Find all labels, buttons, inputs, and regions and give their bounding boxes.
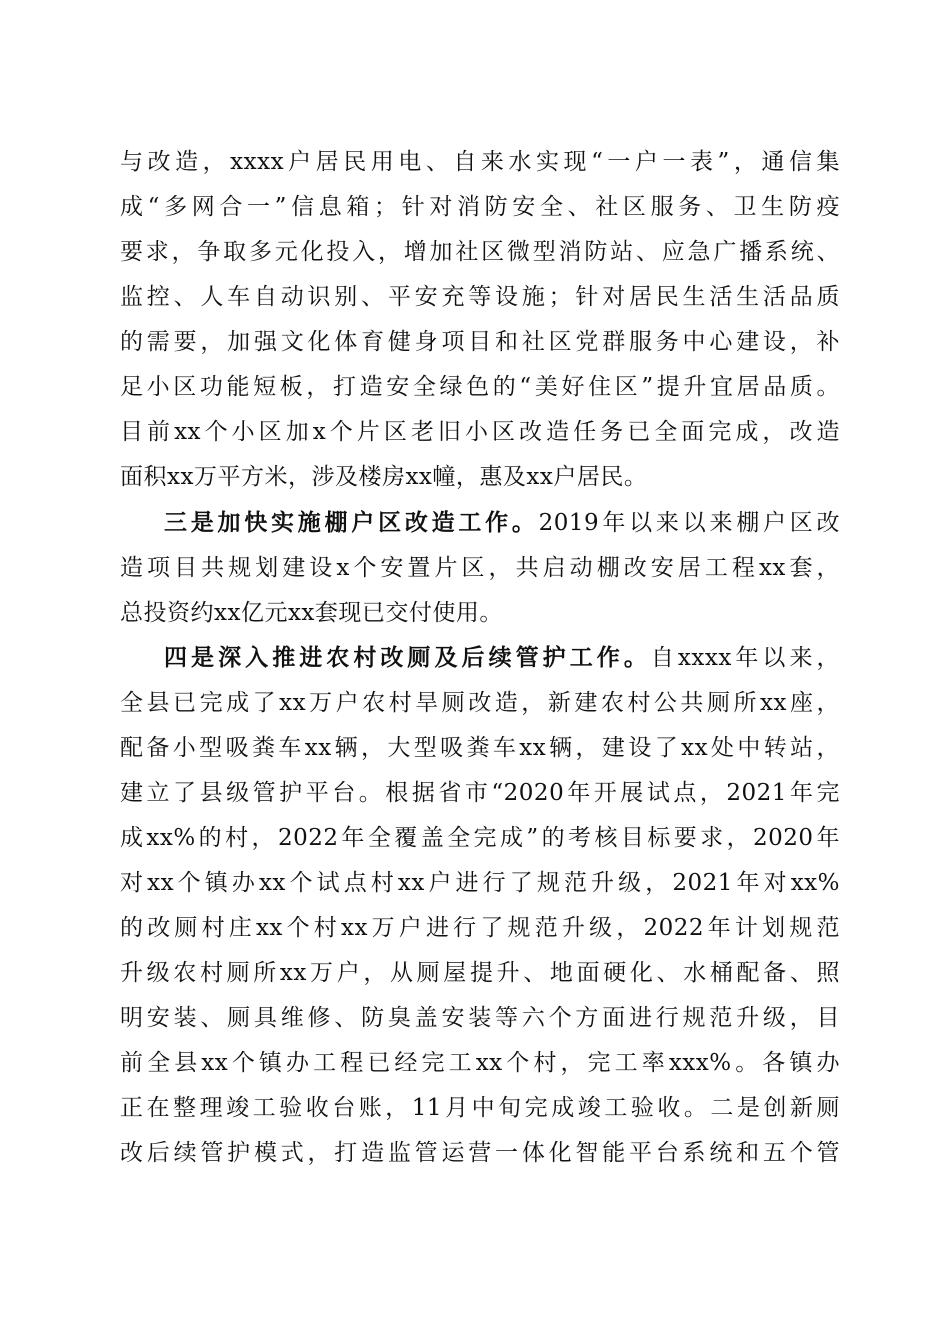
text-line: 的需要，加强文化体育健身项目和社区党群服务中心建设，补: [120, 329, 840, 355]
paragraph-heading: 三是加快实施棚户区改造工作。: [164, 509, 539, 536]
text-run: 自xxxx年以来，: [650, 645, 841, 671]
text-line: 总投资约xx亿元xx套现已交付使用。: [120, 600, 503, 626]
text-line: 前全县xx个镇办工程已经完工xx个村，完工率xxx%。各镇办: [120, 1050, 840, 1076]
paragraph-heading: 四是深入推进农村改厕及后续管护工作。: [164, 644, 651, 671]
text-line: 与改造，xxxx户居民用电、自来水实现“一户一表”，通信集: [120, 149, 840, 175]
text-line: 改后续管护模式，打造监管运营一体化智能平台系统和五个管: [120, 1140, 840, 1166]
text-line: 全县已完成了xx万户农村旱厕改造，新建农村公共厕所xx座，: [120, 690, 840, 716]
text-line: 足小区功能短板，打造安全绿色的“美好住区”提升宜居品质。: [120, 374, 840, 400]
text-line: 升级农村厕所xx万户，从厕屋提升、地面硬化、水桶配备、照: [120, 960, 840, 986]
text-line: 造项目共规划建设x个安置片区，共启动棚改安居工程xx套，: [120, 555, 840, 581]
text-line: 建立了县级管护平台。根据省市“2020年开展试点，2021年完: [120, 780, 840, 806]
text-line: 配备小型吸粪车xx辆，大型吸粪车xx辆，建设了xx处中转站，: [120, 735, 840, 761]
text-run: 2019年以来以来棚户区改: [538, 510, 840, 536]
paragraph-first-line: [164, 503, 840, 543]
text-line: 正在整理竣工验收台账，11月中旬完成竣工验收。二是创新厕: [120, 1095, 840, 1121]
text-line: 成“多网合一”信息箱；针对消防安全、社区服务、卫生防疫: [120, 194, 840, 220]
text-line: 的改厕村庄xx个村xx万户进行了规范升级，2022年计划规范: [120, 915, 840, 941]
text-line: 对xx个镇办xx个试点村xx户进行了规范升级，2021年对xx%: [120, 870, 840, 896]
text-line: 明安装、厕具维修、防臭盖安装等六个方面进行规范升级，目: [120, 1005, 840, 1031]
text-line: 面积xx万平方米，涉及楼房xx幢，惠及xx户居民。: [120, 464, 648, 490]
text-line: 监控、人车自动识别、平安充等设施；针对居民生活生活品质: [120, 284, 840, 310]
text-line: 要求，争取多元化投入，增加社区微型消防站、应急广播系统、: [120, 239, 840, 265]
text-line: 成xx%的村，2022年全覆盖全完成”的考核目标要求，2020年: [120, 825, 840, 851]
text-line: 目前xx个小区加x个片区老旧小区改造任务已全面完成，改造: [120, 419, 840, 445]
paragraph-first-line: [164, 638, 840, 678]
